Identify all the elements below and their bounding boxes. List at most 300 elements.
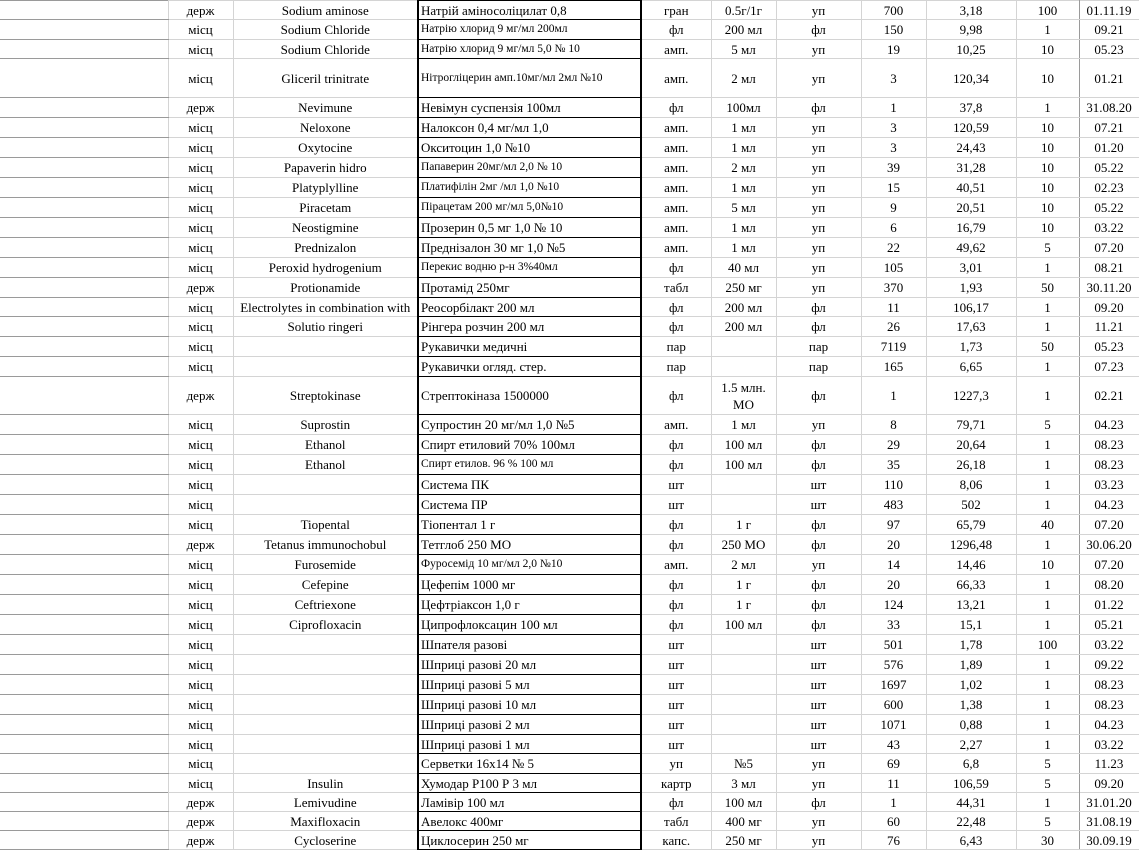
cell-inn-name[interactable]: Ethanol bbox=[233, 435, 418, 455]
cell-pack[interactable]: 50 bbox=[1016, 278, 1079, 298]
cell-trade-name[interactable]: Шприці разові 20 мл bbox=[418, 655, 641, 675]
cell-unit[interactable]: фл bbox=[776, 298, 861, 317]
cell-pack[interactable]: 1 bbox=[1016, 495, 1079, 515]
cell-blank[interactable] bbox=[0, 793, 168, 812]
cell-pack[interactable]: 1 bbox=[1016, 298, 1079, 317]
cell-blank[interactable] bbox=[0, 59, 168, 98]
cell-expiry[interactable]: 05.23 bbox=[1079, 337, 1139, 357]
cell-trade-name[interactable]: Натрію хлорид 9 мг/мл 200мл bbox=[418, 20, 641, 40]
cell-expiry[interactable]: 07.20 bbox=[1079, 238, 1139, 258]
cell-expiry[interactable]: 08.20 bbox=[1079, 575, 1139, 595]
cell-form[interactable]: фл bbox=[641, 455, 711, 475]
cell-pack[interactable]: 5 bbox=[1016, 238, 1079, 258]
cell-trade-name[interactable]: Пірацетам 200 мг/мл 5,0№10 bbox=[418, 198, 641, 218]
cell-price[interactable]: 2,27 bbox=[926, 735, 1016, 754]
cell-quantity[interactable]: 110 bbox=[861, 475, 926, 495]
cell-type[interactable]: місц bbox=[168, 754, 233, 774]
cell-type[interactable]: місц bbox=[168, 555, 233, 575]
cell-trade-name[interactable]: Натрію хлорид 9 мг/мл 5,0 № 10 bbox=[418, 40, 641, 59]
cell-form[interactable]: амп. bbox=[641, 59, 711, 98]
cell-dose[interactable] bbox=[711, 635, 776, 655]
cell-price[interactable]: 106,17 bbox=[926, 298, 1016, 317]
cell-price[interactable]: 13,21 bbox=[926, 595, 1016, 615]
cell-quantity[interactable]: 29 bbox=[861, 435, 926, 455]
cell-unit[interactable]: фл bbox=[776, 615, 861, 635]
cell-quantity[interactable]: 700 bbox=[861, 1, 926, 20]
cell-dose[interactable]: 2 мл bbox=[711, 555, 776, 575]
cell-blank[interactable] bbox=[0, 812, 168, 831]
cell-pack[interactable]: 40 bbox=[1016, 515, 1079, 535]
cell-price[interactable]: 49,62 bbox=[926, 238, 1016, 258]
cell-expiry[interactable]: 31.01.20 bbox=[1079, 793, 1139, 812]
cell-pack[interactable]: 10 bbox=[1016, 138, 1079, 158]
cell-blank[interactable] bbox=[0, 238, 168, 258]
cell-unit[interactable]: фл bbox=[776, 515, 861, 535]
cell-unit[interactable]: уп bbox=[776, 40, 861, 59]
cell-expiry[interactable]: 05.23 bbox=[1079, 40, 1139, 59]
cell-form[interactable]: фл bbox=[641, 377, 711, 415]
cell-inn-name[interactable]: Piracetam bbox=[233, 198, 418, 218]
cell-trade-name[interactable]: Нітрогліцерин амп.10мг/мл 2мл №10 bbox=[418, 59, 641, 98]
cell-pack[interactable]: 10 bbox=[1016, 218, 1079, 238]
cell-trade-name[interactable]: Перекис водню р-н 3%40мл bbox=[418, 258, 641, 278]
cell-trade-name[interactable]: Тетглоб 250 МО bbox=[418, 535, 641, 555]
cell-type[interactable]: місц bbox=[168, 337, 233, 357]
cell-price[interactable]: 14,46 bbox=[926, 555, 1016, 575]
cell-type[interactable]: держ bbox=[168, 793, 233, 812]
cell-expiry[interactable]: 08.23 bbox=[1079, 675, 1139, 695]
cell-type[interactable]: місц bbox=[168, 357, 233, 377]
cell-dose[interactable] bbox=[711, 337, 776, 357]
cell-pack[interactable]: 1 bbox=[1016, 475, 1079, 495]
cell-type[interactable]: місц bbox=[168, 655, 233, 675]
cell-quantity[interactable]: 7119 bbox=[861, 337, 926, 357]
cell-type[interactable]: місц bbox=[168, 317, 233, 337]
cell-inn-name[interactable]: Ceftriexone bbox=[233, 595, 418, 615]
cell-expiry[interactable]: 30.06.20 bbox=[1079, 535, 1139, 555]
cell-trade-name[interactable]: Стрептокіназа 1500000 bbox=[418, 377, 641, 415]
cell-dose[interactable]: 0.5г/1г bbox=[711, 1, 776, 20]
cell-pack[interactable]: 1 bbox=[1016, 675, 1079, 695]
cell-unit[interactable]: уп bbox=[776, 1, 861, 20]
cell-expiry[interactable]: 08.23 bbox=[1079, 455, 1139, 475]
cell-pack[interactable]: 1 bbox=[1016, 793, 1079, 812]
cell-expiry[interactable]: 03.22 bbox=[1079, 735, 1139, 754]
cell-pack[interactable]: 1 bbox=[1016, 595, 1079, 615]
cell-form[interactable]: гран bbox=[641, 1, 711, 20]
cell-blank[interactable] bbox=[0, 675, 168, 695]
cell-dose[interactable] bbox=[711, 675, 776, 695]
cell-trade-name[interactable]: Цефепім 1000 мг bbox=[418, 575, 641, 595]
cell-quantity[interactable]: 3 bbox=[861, 59, 926, 98]
cell-type[interactable]: держ bbox=[168, 535, 233, 555]
cell-dose[interactable]: 5 мл bbox=[711, 40, 776, 59]
cell-dose[interactable]: 250 МО bbox=[711, 535, 776, 555]
cell-blank[interactable] bbox=[0, 655, 168, 675]
cell-form[interactable]: амп. bbox=[641, 158, 711, 178]
cell-form[interactable]: уп bbox=[641, 754, 711, 774]
cell-quantity[interactable]: 600 bbox=[861, 695, 926, 715]
cell-trade-name[interactable]: Серветки 16х14 № 5 bbox=[418, 754, 641, 774]
cell-expiry[interactable]: 04.23 bbox=[1079, 415, 1139, 435]
cell-pack[interactable]: 1 bbox=[1016, 435, 1079, 455]
cell-trade-name[interactable]: Платифілін 2мг /мл 1,0 №10 bbox=[418, 178, 641, 198]
cell-price[interactable]: 502 bbox=[926, 495, 1016, 515]
cell-price[interactable]: 1,89 bbox=[926, 655, 1016, 675]
cell-expiry[interactable]: 03.22 bbox=[1079, 218, 1139, 238]
cell-dose[interactable]: 1 г bbox=[711, 595, 776, 615]
cell-type[interactable]: місц bbox=[168, 415, 233, 435]
cell-pack[interactable]: 10 bbox=[1016, 118, 1079, 138]
cell-expiry[interactable]: 01.21 bbox=[1079, 59, 1139, 98]
cell-unit[interactable]: уп bbox=[776, 415, 861, 435]
cell-trade-name[interactable]: Шприці разові 5 мл bbox=[418, 675, 641, 695]
cell-pack[interactable]: 30 bbox=[1016, 831, 1079, 850]
cell-dose[interactable]: 5 мл bbox=[711, 198, 776, 218]
cell-dose[interactable] bbox=[711, 715, 776, 735]
cell-form[interactable]: фл bbox=[641, 793, 711, 812]
cell-quantity[interactable]: 76 bbox=[861, 831, 926, 850]
cell-dose[interactable] bbox=[711, 655, 776, 675]
cell-price[interactable]: 1227,3 bbox=[926, 377, 1016, 415]
cell-form[interactable]: фл bbox=[641, 98, 711, 118]
cell-dose[interactable]: 1 г bbox=[711, 515, 776, 535]
cell-form[interactable]: фл bbox=[641, 615, 711, 635]
cell-quantity[interactable]: 165 bbox=[861, 357, 926, 377]
cell-price[interactable]: 1,38 bbox=[926, 695, 1016, 715]
cell-quantity[interactable]: 20 bbox=[861, 575, 926, 595]
cell-price[interactable]: 106,59 bbox=[926, 774, 1016, 793]
cell-type[interactable]: держ bbox=[168, 1, 233, 20]
cell-quantity[interactable]: 11 bbox=[861, 298, 926, 317]
cell-price[interactable]: 17,63 bbox=[926, 317, 1016, 337]
cell-type[interactable]: місц bbox=[168, 435, 233, 455]
cell-quantity[interactable]: 124 bbox=[861, 595, 926, 615]
cell-inn-name[interactable] bbox=[233, 495, 418, 515]
cell-inn-name[interactable] bbox=[233, 475, 418, 495]
cell-pack[interactable]: 1 bbox=[1016, 317, 1079, 337]
cell-inn-name[interactable]: Solutio ringeri bbox=[233, 317, 418, 337]
cell-inn-name[interactable]: Peroxid hydrogenium bbox=[233, 258, 418, 278]
cell-inn-name[interactable] bbox=[233, 754, 418, 774]
cell-price[interactable]: 3,18 bbox=[926, 1, 1016, 20]
cell-type[interactable]: місц bbox=[168, 178, 233, 198]
cell-trade-name[interactable]: Шпателя разові bbox=[418, 635, 641, 655]
cell-blank[interactable] bbox=[0, 595, 168, 615]
cell-form[interactable]: шт bbox=[641, 735, 711, 754]
cell-type[interactable]: місц bbox=[168, 495, 233, 515]
cell-blank[interactable] bbox=[0, 555, 168, 575]
cell-type[interactable]: місц bbox=[168, 695, 233, 715]
cell-form[interactable]: шт bbox=[641, 635, 711, 655]
cell-form[interactable]: амп. bbox=[641, 555, 711, 575]
cell-expiry[interactable]: 03.22 bbox=[1079, 635, 1139, 655]
cell-price[interactable]: 9,98 bbox=[926, 20, 1016, 40]
cell-pack[interactable]: 1 bbox=[1016, 735, 1079, 754]
cell-inn-name[interactable]: Prednizalon bbox=[233, 238, 418, 258]
cell-pack[interactable]: 1 bbox=[1016, 615, 1079, 635]
cell-quantity[interactable]: 33 bbox=[861, 615, 926, 635]
cell-quantity[interactable]: 1071 bbox=[861, 715, 926, 735]
cell-inn-name[interactable] bbox=[233, 635, 418, 655]
cell-expiry[interactable]: 11.23 bbox=[1079, 754, 1139, 774]
cell-unit[interactable]: уп bbox=[776, 278, 861, 298]
cell-type[interactable]: місц bbox=[168, 258, 233, 278]
cell-blank[interactable] bbox=[0, 735, 168, 754]
cell-form[interactable]: шт bbox=[641, 675, 711, 695]
cell-form[interactable]: фл bbox=[641, 258, 711, 278]
cell-expiry[interactable]: 08.23 bbox=[1079, 695, 1139, 715]
cell-inn-name[interactable] bbox=[233, 357, 418, 377]
cell-pack[interactable]: 1 bbox=[1016, 258, 1079, 278]
cell-price[interactable]: 65,79 bbox=[926, 515, 1016, 535]
cell-pack[interactable]: 1 bbox=[1016, 20, 1079, 40]
cell-blank[interactable] bbox=[0, 158, 168, 178]
cell-quantity[interactable]: 22 bbox=[861, 238, 926, 258]
cell-quantity[interactable]: 9 bbox=[861, 198, 926, 218]
cell-pack[interactable]: 50 bbox=[1016, 337, 1079, 357]
cell-price[interactable]: 1,73 bbox=[926, 337, 1016, 357]
cell-pack[interactable]: 10 bbox=[1016, 178, 1079, 198]
cell-inn-name[interactable]: Tiopental bbox=[233, 515, 418, 535]
cell-blank[interactable] bbox=[0, 615, 168, 635]
cell-price[interactable]: 8,06 bbox=[926, 475, 1016, 495]
cell-form[interactable]: пар bbox=[641, 357, 711, 377]
cell-inn-name[interactable] bbox=[233, 695, 418, 715]
cell-blank[interactable] bbox=[0, 535, 168, 555]
cell-dose[interactable]: 100 мл bbox=[711, 615, 776, 635]
cell-unit[interactable]: уп bbox=[776, 59, 861, 98]
cell-price[interactable]: 120,34 bbox=[926, 59, 1016, 98]
cell-inn-name[interactable]: Sodium aminose bbox=[233, 1, 418, 20]
cell-inn-name[interactable]: Furosemide bbox=[233, 555, 418, 575]
cell-form[interactable]: амп. bbox=[641, 415, 711, 435]
cell-dose[interactable]: 100 мл bbox=[711, 793, 776, 812]
cell-trade-name[interactable]: Шприці разові 2 мл bbox=[418, 715, 641, 735]
cell-expiry[interactable]: 07.21 bbox=[1079, 118, 1139, 138]
cell-unit[interactable]: уп bbox=[776, 158, 861, 178]
cell-unit[interactable]: уп bbox=[776, 178, 861, 198]
cell-inn-name[interactable]: Platyplylline bbox=[233, 178, 418, 198]
cell-blank[interactable] bbox=[0, 575, 168, 595]
cell-pack[interactable]: 5 bbox=[1016, 774, 1079, 793]
cell-type[interactable]: місц bbox=[168, 735, 233, 754]
cell-quantity[interactable]: 1 bbox=[861, 377, 926, 415]
cell-expiry[interactable]: 01.11.19 bbox=[1079, 1, 1139, 20]
cell-form[interactable]: фл bbox=[641, 535, 711, 555]
cell-unit[interactable]: уп bbox=[776, 138, 861, 158]
cell-expiry[interactable]: 07.20 bbox=[1079, 515, 1139, 535]
cell-unit[interactable]: пар bbox=[776, 357, 861, 377]
cell-dose[interactable]: 200 мл bbox=[711, 20, 776, 40]
cell-inn-name[interactable]: Cefepine bbox=[233, 575, 418, 595]
cell-type[interactable]: місц bbox=[168, 40, 233, 59]
cell-blank[interactable] bbox=[0, 831, 168, 850]
cell-expiry[interactable]: 07.23 bbox=[1079, 357, 1139, 377]
cell-trade-name[interactable]: Цефтріаксон 1,0 г bbox=[418, 595, 641, 615]
cell-trade-name[interactable]: Циклосерин 250 мг bbox=[418, 831, 641, 850]
cell-price[interactable]: 6,65 bbox=[926, 357, 1016, 377]
cell-trade-name[interactable]: Супростин 20 мг/мл 1,0 №5 bbox=[418, 415, 641, 435]
cell-form[interactable]: шт bbox=[641, 695, 711, 715]
cell-dose[interactable] bbox=[711, 475, 776, 495]
cell-unit[interactable]: фл bbox=[776, 455, 861, 475]
cell-expiry[interactable]: 08.23 bbox=[1079, 435, 1139, 455]
cell-trade-name[interactable]: Папаверин 20мг/мл 2,0 № 10 bbox=[418, 158, 641, 178]
cell-trade-name[interactable]: Ципрофлоксацин 100 мл bbox=[418, 615, 641, 635]
cell-quantity[interactable]: 3 bbox=[861, 138, 926, 158]
cell-expiry[interactable]: 01.20 bbox=[1079, 138, 1139, 158]
cell-price[interactable]: 1,93 bbox=[926, 278, 1016, 298]
cell-form[interactable]: амп. bbox=[641, 138, 711, 158]
cell-trade-name[interactable]: Рукавички огляд. стер. bbox=[418, 357, 641, 377]
cell-expiry[interactable]: 05.22 bbox=[1079, 158, 1139, 178]
cell-dose[interactable]: №5 bbox=[711, 754, 776, 774]
cell-form[interactable]: амп. bbox=[641, 40, 711, 59]
cell-pack[interactable]: 10 bbox=[1016, 59, 1079, 98]
cell-type[interactable]: місц bbox=[168, 595, 233, 615]
cell-price[interactable]: 15,1 bbox=[926, 615, 1016, 635]
cell-type[interactable]: місц bbox=[168, 218, 233, 238]
cell-inn-name[interactable] bbox=[233, 337, 418, 357]
cell-expiry[interactable]: 31.08.19 bbox=[1079, 812, 1139, 831]
cell-pack[interactable]: 10 bbox=[1016, 40, 1079, 59]
cell-inn-name[interactable]: Sodium Chloride bbox=[233, 20, 418, 40]
cell-quantity[interactable]: 1 bbox=[861, 98, 926, 118]
cell-blank[interactable] bbox=[0, 475, 168, 495]
cell-dose[interactable]: 200 мл bbox=[711, 317, 776, 337]
cell-pack[interactable]: 5 bbox=[1016, 415, 1079, 435]
cell-quantity[interactable]: 1697 bbox=[861, 675, 926, 695]
cell-type[interactable]: місц bbox=[168, 158, 233, 178]
cell-unit[interactable]: уп bbox=[776, 218, 861, 238]
cell-blank[interactable] bbox=[0, 118, 168, 138]
cell-unit[interactable]: фл bbox=[776, 595, 861, 615]
cell-blank[interactable] bbox=[0, 715, 168, 735]
cell-unit[interactable]: шт bbox=[776, 695, 861, 715]
cell-inn-name[interactable]: Maxifloxacin bbox=[233, 812, 418, 831]
cell-unit[interactable]: фл bbox=[776, 98, 861, 118]
cell-trade-name[interactable]: Спирт етиловий 70% 100мл bbox=[418, 435, 641, 455]
cell-unit[interactable]: фл bbox=[776, 20, 861, 40]
cell-form[interactable]: амп. bbox=[641, 218, 711, 238]
cell-blank[interactable] bbox=[0, 40, 168, 59]
cell-trade-name[interactable]: Реосорбілакт 200 мл bbox=[418, 298, 641, 317]
cell-type[interactable]: місц bbox=[168, 298, 233, 317]
cell-quantity[interactable]: 105 bbox=[861, 258, 926, 278]
cell-inn-name[interactable]: Nevimune bbox=[233, 98, 418, 118]
cell-trade-name[interactable]: Шприці разові 10 мл bbox=[418, 695, 641, 715]
cell-inn-name[interactable]: Oxytocine bbox=[233, 138, 418, 158]
cell-trade-name[interactable]: Ламівір 100 мл bbox=[418, 793, 641, 812]
cell-trade-name[interactable]: Тіопентал 1 г bbox=[418, 515, 641, 535]
cell-expiry[interactable]: 07.20 bbox=[1079, 555, 1139, 575]
cell-inn-name[interactable] bbox=[233, 675, 418, 695]
cell-form[interactable]: фл bbox=[641, 20, 711, 40]
cell-form[interactable]: фл bbox=[641, 317, 711, 337]
cell-unit[interactable]: уп bbox=[776, 118, 861, 138]
cell-blank[interactable] bbox=[0, 774, 168, 793]
cell-blank[interactable] bbox=[0, 495, 168, 515]
cell-quantity[interactable]: 97 bbox=[861, 515, 926, 535]
cell-expiry[interactable]: 30.09.19 bbox=[1079, 831, 1139, 850]
cell-unit[interactable]: фл bbox=[776, 535, 861, 555]
cell-dose[interactable]: 1 мл bbox=[711, 415, 776, 435]
cell-trade-name[interactable]: Система ПР bbox=[418, 495, 641, 515]
cell-unit[interactable]: уп bbox=[776, 258, 861, 278]
cell-price[interactable]: 0,88 bbox=[926, 715, 1016, 735]
cell-price[interactable]: 20,51 bbox=[926, 198, 1016, 218]
cell-expiry[interactable]: 09.22 bbox=[1079, 655, 1139, 675]
cell-unit[interactable]: шт bbox=[776, 635, 861, 655]
cell-blank[interactable] bbox=[0, 754, 168, 774]
cell-blank[interactable] bbox=[0, 455, 168, 475]
cell-expiry[interactable]: 08.21 bbox=[1079, 258, 1139, 278]
cell-pack[interactable]: 1 bbox=[1016, 98, 1079, 118]
cell-inn-name[interactable]: Lemivudine bbox=[233, 793, 418, 812]
cell-form[interactable]: табл bbox=[641, 812, 711, 831]
cell-type[interactable]: держ bbox=[168, 377, 233, 415]
cell-blank[interactable] bbox=[0, 337, 168, 357]
cell-trade-name[interactable]: Хумодар Р100 Р 3 мл bbox=[418, 774, 641, 793]
cell-inn-name[interactable]: Cycloserine bbox=[233, 831, 418, 850]
cell-form[interactable]: амп. bbox=[641, 198, 711, 218]
cell-price[interactable]: 44,31 bbox=[926, 793, 1016, 812]
cell-price[interactable]: 40,51 bbox=[926, 178, 1016, 198]
cell-expiry[interactable]: 31.08.20 bbox=[1079, 98, 1139, 118]
cell-trade-name[interactable]: Рінгера розчин 200 мл bbox=[418, 317, 641, 337]
cell-pack[interactable]: 1 bbox=[1016, 695, 1079, 715]
cell-quantity[interactable]: 35 bbox=[861, 455, 926, 475]
cell-expiry[interactable]: 09.20 bbox=[1079, 298, 1139, 317]
cell-blank[interactable] bbox=[0, 298, 168, 317]
cell-dose[interactable]: 1 мл bbox=[711, 118, 776, 138]
cell-form[interactable]: табл bbox=[641, 278, 711, 298]
cell-form[interactable]: шт bbox=[641, 475, 711, 495]
cell-expiry[interactable]: 01.22 bbox=[1079, 595, 1139, 615]
cell-form[interactable]: фл bbox=[641, 575, 711, 595]
cell-inn-name[interactable] bbox=[233, 655, 418, 675]
cell-unit[interactable]: уп bbox=[776, 812, 861, 831]
cell-unit[interactable]: уп bbox=[776, 774, 861, 793]
cell-type[interactable]: місц bbox=[168, 575, 233, 595]
cell-unit[interactable]: шт bbox=[776, 655, 861, 675]
cell-unit[interactable]: фл bbox=[776, 435, 861, 455]
cell-quantity[interactable]: 26 bbox=[861, 317, 926, 337]
cell-trade-name[interactable]: Авелокс 400мг bbox=[418, 812, 641, 831]
cell-dose[interactable]: 400 мг bbox=[711, 812, 776, 831]
cell-form[interactable]: амп. bbox=[641, 238, 711, 258]
cell-blank[interactable] bbox=[0, 635, 168, 655]
cell-form[interactable]: шт bbox=[641, 495, 711, 515]
cell-quantity[interactable]: 15 bbox=[861, 178, 926, 198]
cell-pack[interactable]: 5 bbox=[1016, 812, 1079, 831]
cell-inn-name[interactable]: Sodium Chloride bbox=[233, 40, 418, 59]
cell-inn-name[interactable]: Streptokinase bbox=[233, 377, 418, 415]
cell-type[interactable]: місц bbox=[168, 675, 233, 695]
cell-inn-name[interactable] bbox=[233, 735, 418, 754]
cell-inn-name[interactable]: Protionamide bbox=[233, 278, 418, 298]
cell-quantity[interactable]: 39 bbox=[861, 158, 926, 178]
cell-pack[interactable]: 1 bbox=[1016, 575, 1079, 595]
cell-price[interactable]: 66,33 bbox=[926, 575, 1016, 595]
cell-unit[interactable]: уп bbox=[776, 555, 861, 575]
cell-inn-name[interactable]: Gliceril trinitrate bbox=[233, 59, 418, 98]
cell-form[interactable]: картр bbox=[641, 774, 711, 793]
cell-form[interactable]: капс. bbox=[641, 831, 711, 850]
cell-price[interactable]: 79,71 bbox=[926, 415, 1016, 435]
cell-inn-name[interactable]: Ethanol bbox=[233, 455, 418, 475]
